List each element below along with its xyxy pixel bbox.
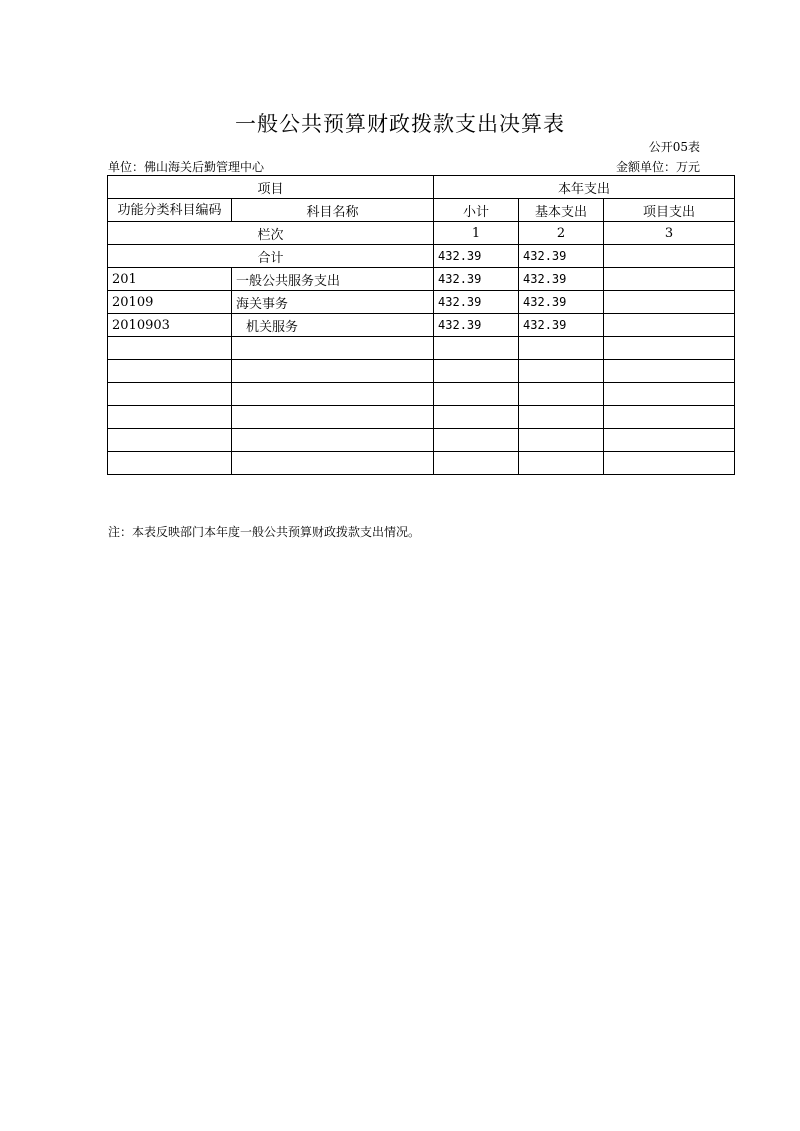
header-current-year-expenditure: 本年支出 [434,176,735,199]
row-subtotal: 432.39 [434,291,519,314]
row-basic: 432.39 [519,314,604,337]
empty-row [108,383,735,406]
empty-row [108,452,735,475]
header-row-1 [108,176,735,199]
row-name: 机关服务 [232,314,434,337]
page-title: 一般公共预算财政拨款支出决算表 [235,112,565,136]
row-subtotal: 432.39 [434,268,519,291]
total-subtotal: 432.39 [434,245,519,268]
table-row [108,314,735,337]
row-basic: 432.39 [519,268,604,291]
empty-row [108,337,735,360]
table-note: 注：本表反映部门本年度一般公共预算财政拨款支出情况。 [108,525,421,539]
column-number-1: 1 [434,222,519,245]
header-basic: 基本支出 [519,199,604,222]
row-name: 一般公共服务支出 [232,268,434,291]
row-project [604,314,735,337]
row-code: 2010903 [108,314,232,337]
column-number-row [108,222,735,245]
row-code: 201 [108,268,232,291]
column-number-label: 栏次 [108,222,434,245]
header-project: 项目 [108,176,434,199]
column-number-2: 2 [519,222,604,245]
amount-unit-label: 金额单位：万元 [615,160,700,174]
row-code: 20109 [108,291,232,314]
header-subtotal: 小计 [434,199,519,222]
total-row [108,245,735,268]
row-name: 海关事务 [232,291,434,314]
table-row [108,291,735,314]
row-basic: 432.39 [519,291,604,314]
empty-row [108,406,735,429]
empty-row [108,360,735,383]
total-project [604,245,735,268]
table-code: 公开05表 [648,140,700,154]
column-number-3: 3 [604,222,735,245]
header-subject-name: 科目名称 [232,199,434,222]
unit-label: 单位：佛山海关后勤管理中心 [108,160,265,174]
row-project [604,291,735,314]
total-basic: 432.39 [519,245,604,268]
header-project-exp: 项目支出 [604,199,735,222]
row-subtotal: 432.39 [434,314,519,337]
row-project [604,268,735,291]
total-label: 合计 [108,245,434,268]
header-func-code: 功能分类科目编码 [108,199,232,222]
table-row [108,268,735,291]
header-row-2 [108,199,735,222]
expenditure-table [107,175,735,475]
empty-row [108,429,735,452]
